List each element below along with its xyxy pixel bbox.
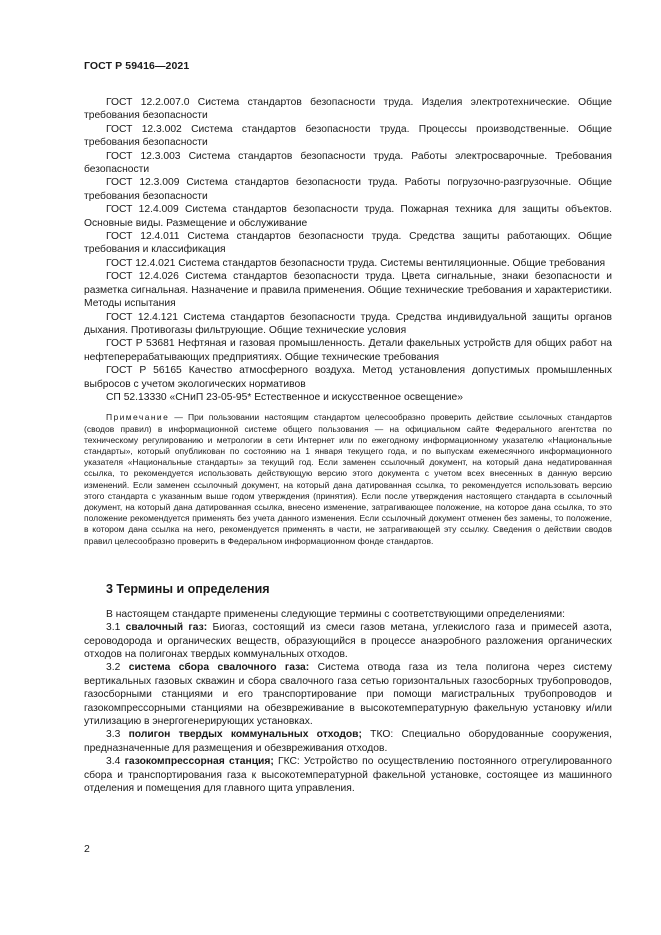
term-name: полигон твердых коммунальных отходов; bbox=[128, 729, 362, 741]
reference-item: ГОСТ 12.2.007.0 Система стандартов безопасности труда. Изделия электротехнические. Общие требования безопасности bbox=[84, 97, 612, 122]
term-definition bbox=[84, 755, 612, 795]
reference-item: ГОСТ 12.3.003 Система стандартов безопасности труда. Работы электросварочные. Требования безопасности bbox=[84, 150, 612, 176]
term-text: ТКО: Специально оборудованные сооружения, предназначенные для размещения и обезвреживания отходов. bbox=[84, 729, 612, 754]
term-number: 3.4 bbox=[106, 756, 125, 768]
reference-item: ГОСТ Р 53681 Нефтяная и газовая промышленность. Детали факельных устройств для общих работ на нефтеперерабатывающих предприятиях. Общие технические требования bbox=[84, 338, 612, 363]
term-definition bbox=[84, 728, 612, 755]
page-content bbox=[84, 96, 612, 795]
reference-item: ГОСТ Р 56165 Качество атмосферного воздуха. Метод установления допустимых промышленных выбросов с учетом экологических нормативов bbox=[84, 365, 612, 390]
reference-item: ГОСТ 12.3.002 Система стандартов безопасности труда. Процессы производственные. Общие требования безопасности bbox=[84, 123, 612, 149]
reference-item: ГОСТ 12.4.009 Система стандартов безопасности труда. Пожарная техника для защиты объектов. Основные виды. Размещение и обслуживание bbox=[84, 204, 612, 229]
note-paragraph bbox=[84, 412, 612, 546]
term-number: 3.3 bbox=[106, 729, 129, 741]
references-list bbox=[84, 96, 612, 404]
term-definition bbox=[84, 621, 612, 661]
term-number: 3.2 bbox=[106, 662, 129, 674]
term-name: газокомпрессорная станция; bbox=[124, 756, 274, 768]
term-text: Система отвода газа из тела полигона через систему вертикальных газовых скважин и сбора свалочного газа сетью горизонтальных газосборных трубопроводов, газосборными станциями и его транспортирование при помощи магистральных трубопроводов и газокомпрессорными станциями на обезвреживание в высокотемпературную факельную установку и/или утилизацию в энергогенерирующих установках. bbox=[84, 662, 612, 728]
note-label: Примечание bbox=[106, 412, 170, 423]
reference-item: ГОСТ 12.4.021 Система стандартов безопасности труда. Системы вентиляционные. Общие требования bbox=[106, 257, 606, 269]
standard-header: ГОСТ Р 59416—2021 bbox=[84, 60, 190, 72]
reference-item: ГОСТ 12.4.121 Система стандартов безопасности труда. Средства индивидуальной защиты органов дыхания. Противогазы фильтрующие. Общие технические условия bbox=[84, 311, 612, 336]
reference-item: СП 52.13330 «СНиП 23-05-95* Естественное и искусственное освещение» bbox=[106, 391, 463, 403]
term-text: ГКС: Устройство по осуществлению постоянного отрегулированного сбора и транспортирования газа к высокотемпературной факельной установке, состоящее из машинного отделения и помещения для главного щита управления. bbox=[84, 756, 612, 795]
term-name: свалочный газ: bbox=[125, 622, 208, 634]
term-text: Биогаз, состоящий из смеси газов метана, углекислого газа и примесей азота, сероводорода и органических веществ, образующийся в процессе анаэробного разложения органических отходов на полигонах твердых коммунальных отходов. bbox=[84, 622, 612, 660]
term-number: 3.1 bbox=[106, 622, 126, 634]
reference-item: ГОСТ 12.4.011 Система стандартов безопасности труда. Средства защиты работающих. Общие требования и классификация bbox=[84, 231, 612, 256]
section-title: 3 Термины и определения bbox=[106, 581, 270, 596]
reference-item: ГОСТ 12.3.009 Система стандартов безопасности труда. Работы погрузочно-разгрузочные. Общие требования безопасности bbox=[84, 177, 612, 202]
section-intro: В настоящем стандарте применены следующие термины с соответствующими определениями: bbox=[106, 608, 566, 620]
reference-item: ГОСТ 12.4.026 Система стандартов безопасности труда. Цвета сигнальные, знаки безопасности и разметка сигнальная. Назначение и правила применения. Общие технические требования и характеристики. Методы испытания bbox=[84, 271, 612, 310]
page-number: 2 bbox=[84, 843, 90, 855]
note-text: — При пользовании настоящим стандартом целесообразно проверить действие ссылочных стандартов (сводов правил) в информационной системе общего пользования — на официальном сайте Федерального агентства по техническому регулированию и метрологии в сети Интернет или по ежегодному информационному указателю «Национальные стандарты», который опубликован по состоянию на 1 января текущего года, и по выпускам ежемесячного информационного указателя «Национальные стандарты» за текущий год. Если заменен ссылочный документ, на который дана недатированная ссылка, то рекомендуется использовать действующую версию этого документа с учетом всех внесенных в данную версию изменений. Если заменен ссылочный документ, на который дана датированная ссылка, то рекомендуется использовать версию этого стандарта с указанным выше годом утверждения (принятия). Если после утверждения настоящего стандарта в ссылочный документ, на который дана датированная ссылка, внесено изменение, затрагивающее положение, на которое дана ссылка, то это положение рекомендуется применять без учета данного изменения. Если ссылочный документ отменен без замены, то положение, в котором дана ссылка на него, рекомендуется применять в части, не затрагивающей эту ссылку. Сведения о действии сводов правил целесообразно проверить в Федеральном информационном фонде стандартов. bbox=[84, 412, 612, 546]
term-definition bbox=[84, 661, 612, 728]
term-name: система сбора свалочного газа: bbox=[128, 662, 310, 674]
